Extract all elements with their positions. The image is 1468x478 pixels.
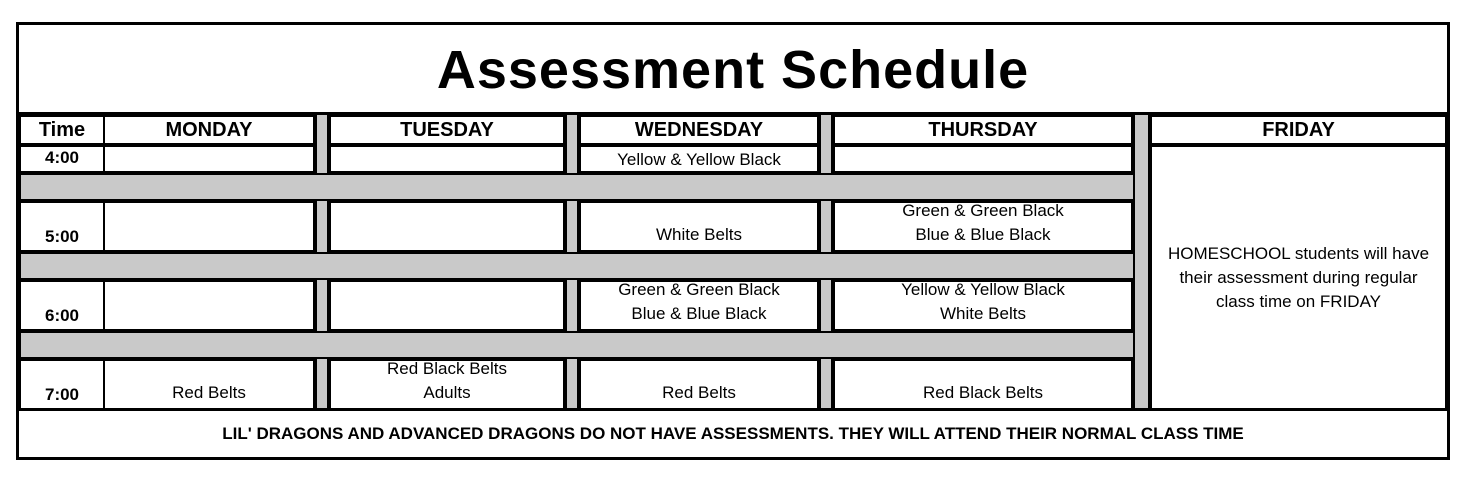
slot-line: Green & Green Black xyxy=(902,201,1064,220)
friday-note: HOMESCHOOL students will have their assessment during regular class time on FRIDAY xyxy=(1150,145,1447,410)
column-separator xyxy=(565,115,579,145)
column-separator xyxy=(315,201,329,252)
column-separator xyxy=(565,359,579,410)
slot-line: Yellow & Yellow Black xyxy=(617,150,781,169)
break-band xyxy=(19,331,1150,359)
slot-tuesday-7 xyxy=(329,359,565,410)
column-separator xyxy=(1133,145,1150,410)
header-time: Time xyxy=(19,115,105,145)
column-separator xyxy=(315,145,329,173)
slot-wednesday-6 xyxy=(579,280,819,331)
slot-monday-7 xyxy=(103,359,315,410)
slot-monday-5 xyxy=(103,201,315,252)
header-thursday: THURSDAY xyxy=(833,115,1133,145)
column-separator xyxy=(315,115,329,145)
slot-line: Blue & Blue Black xyxy=(631,304,767,323)
column-separator xyxy=(819,145,833,173)
slot-monday-6 xyxy=(103,280,315,331)
slot-line: Red Black Belts xyxy=(923,383,1043,402)
slot-thursday-5 xyxy=(833,201,1133,252)
time-label: 6:00 xyxy=(19,280,105,331)
column-separator xyxy=(315,280,329,331)
header-wednesday: WEDNESDAY xyxy=(579,115,819,145)
slot-line: Red Black Belts xyxy=(387,359,507,378)
column-separator xyxy=(565,280,579,331)
time-label: 4:00 xyxy=(19,145,105,173)
slot-thursday-6 xyxy=(833,280,1133,331)
slot-line: White Belts xyxy=(940,304,1026,323)
slot-line: Blue & Blue Black xyxy=(915,225,1051,244)
column-separator xyxy=(819,280,833,331)
slot-tuesday-4 xyxy=(329,145,565,173)
column-separator xyxy=(315,359,329,410)
slot-line: Green & Green Black xyxy=(618,280,780,299)
title-band xyxy=(19,25,1447,115)
slot-line: White Belts xyxy=(656,225,742,244)
time-label: 7:00 xyxy=(19,359,105,410)
column-separator xyxy=(819,115,833,145)
time-label: 5:00 xyxy=(19,201,105,252)
header-friday: FRIDAY xyxy=(1150,115,1447,145)
column-separator xyxy=(819,359,833,410)
header-monday: MONDAY xyxy=(103,115,315,145)
page-title: Assessment Schedule xyxy=(436,39,1030,100)
slot-line: Adults xyxy=(423,383,471,402)
slot-wednesday-4 xyxy=(579,145,819,173)
slot-tuesday-5 xyxy=(329,201,565,252)
header-tuesday: TUESDAY xyxy=(329,115,565,145)
slot-tuesday-6 xyxy=(329,280,565,331)
slot-thursday-7 xyxy=(833,359,1133,410)
slot-monday-4 xyxy=(103,145,315,173)
slot-wednesday-5 xyxy=(579,201,819,252)
column-separator xyxy=(565,145,579,173)
slot-line: Red Belts xyxy=(662,383,736,402)
break-band xyxy=(19,252,1150,280)
slot-thursday-4 xyxy=(833,145,1133,173)
column-separator xyxy=(565,201,579,252)
slot-line: Yellow & Yellow Black xyxy=(901,280,1065,299)
column-separator xyxy=(1133,115,1150,145)
slot-line: Red Belts xyxy=(172,383,246,402)
schedule-frame xyxy=(16,22,1450,460)
slot-wednesday-7 xyxy=(579,359,819,410)
column-separator xyxy=(819,201,833,252)
footer-note: LIL' DRAGONS AND ADVANCED DRAGONS DO NOT HAVE ASSESSMENTS. THEY WILL ATTEND THEIR NORMAL CLASS TIME xyxy=(19,408,1447,457)
break-band xyxy=(19,173,1150,201)
